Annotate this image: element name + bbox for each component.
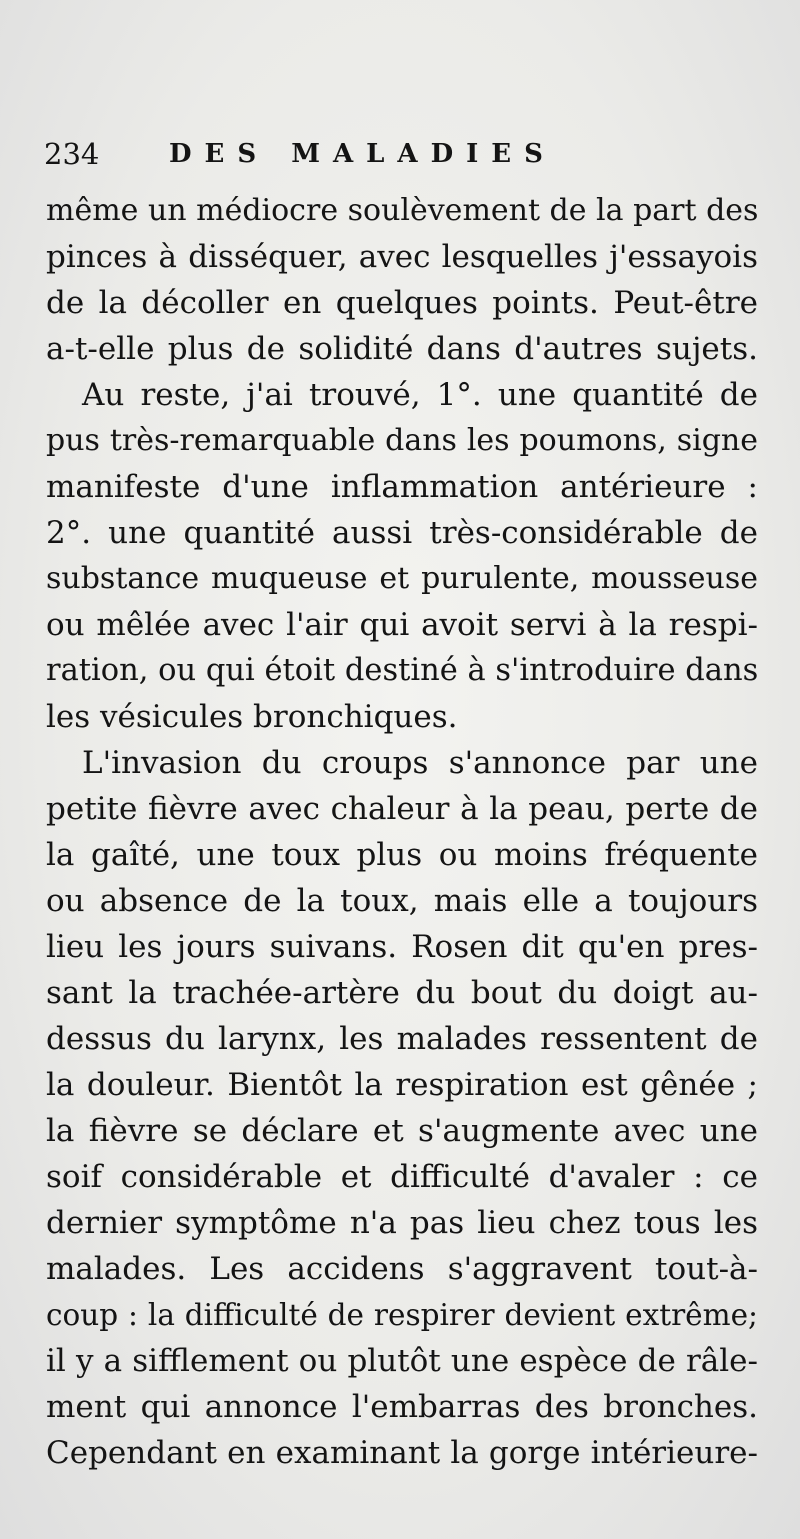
text-line: coup : la difficulté de respirer devient extrême; [46,1298,758,1332]
text-line: les vésicules bronchiques. [46,699,458,735]
text-line: substance muqueuse et purulente, mousseuse [46,561,758,596]
text-line: soif considérable et difficulté d'avaler : ce [46,1159,758,1195]
body-text [46,188,758,1476]
text-line: ment qui annonce l'embarras des bronches. [46,1389,758,1425]
text-line: ou mêlée avec l'air qui avoit servi à la respi- [46,607,758,643]
text-line: ou absence de la toux, mais elle a toujours [46,883,758,919]
text-line: L'invasion du croups s'annonce par une [82,745,758,781]
page-header [44,134,744,174]
text-line: malades. Les accidens s'aggravent tout-à- [46,1251,758,1287]
text-line: sant la trachée-artère du bout du doigt au- [46,975,758,1011]
text-line: de la décoller en quelques points. Peut-être [46,285,758,321]
text-line: 2°. une quantité aussi très-considérable de [46,515,758,551]
text-line: Au reste, j'ai trouvé, 1°. une quantité de [82,377,758,413]
text-line: lieu les jours suivans. Rosen dit qu'en pres- [46,929,758,965]
text-line: manifeste d'une inflammation antérieure : [46,469,758,505]
running-head: DES MALADIES [169,139,556,169]
text-line: dernier symptôme n'a pas lieu chez tous les [46,1205,758,1241]
text-line: la fièvre se déclare et s'augmente avec une [46,1113,758,1149]
text-line: pus très-remarquable dans les poumons, signe [46,423,758,458]
text-line: ration, ou qui étoit destiné à s'introduire dans [46,653,759,688]
text-line: même un médiocre soulèvement de la part des [46,193,759,228]
text-line: pinces à disséquer, avec lesquelles j'essayois [46,239,758,275]
text-line: il y a sifflement ou plutôt une espèce de râle- [46,1343,758,1379]
page-number: 234 [44,137,100,171]
text-line: dessus du larynx, les malades ressentent de [46,1021,758,1057]
text-line: la douleur. Bientôt la respiration est gênée ; [46,1067,758,1103]
text-line: petite fièvre avec chaleur à la peau, perte de [46,791,758,827]
text-line: a-t-elle plus de solidité dans d'autres sujets. [46,331,758,367]
text-line: Cependant en examinant la gorge intérieure- [46,1435,758,1471]
text-line: la gaîté, une toux plus ou moins fréquente [46,837,758,873]
